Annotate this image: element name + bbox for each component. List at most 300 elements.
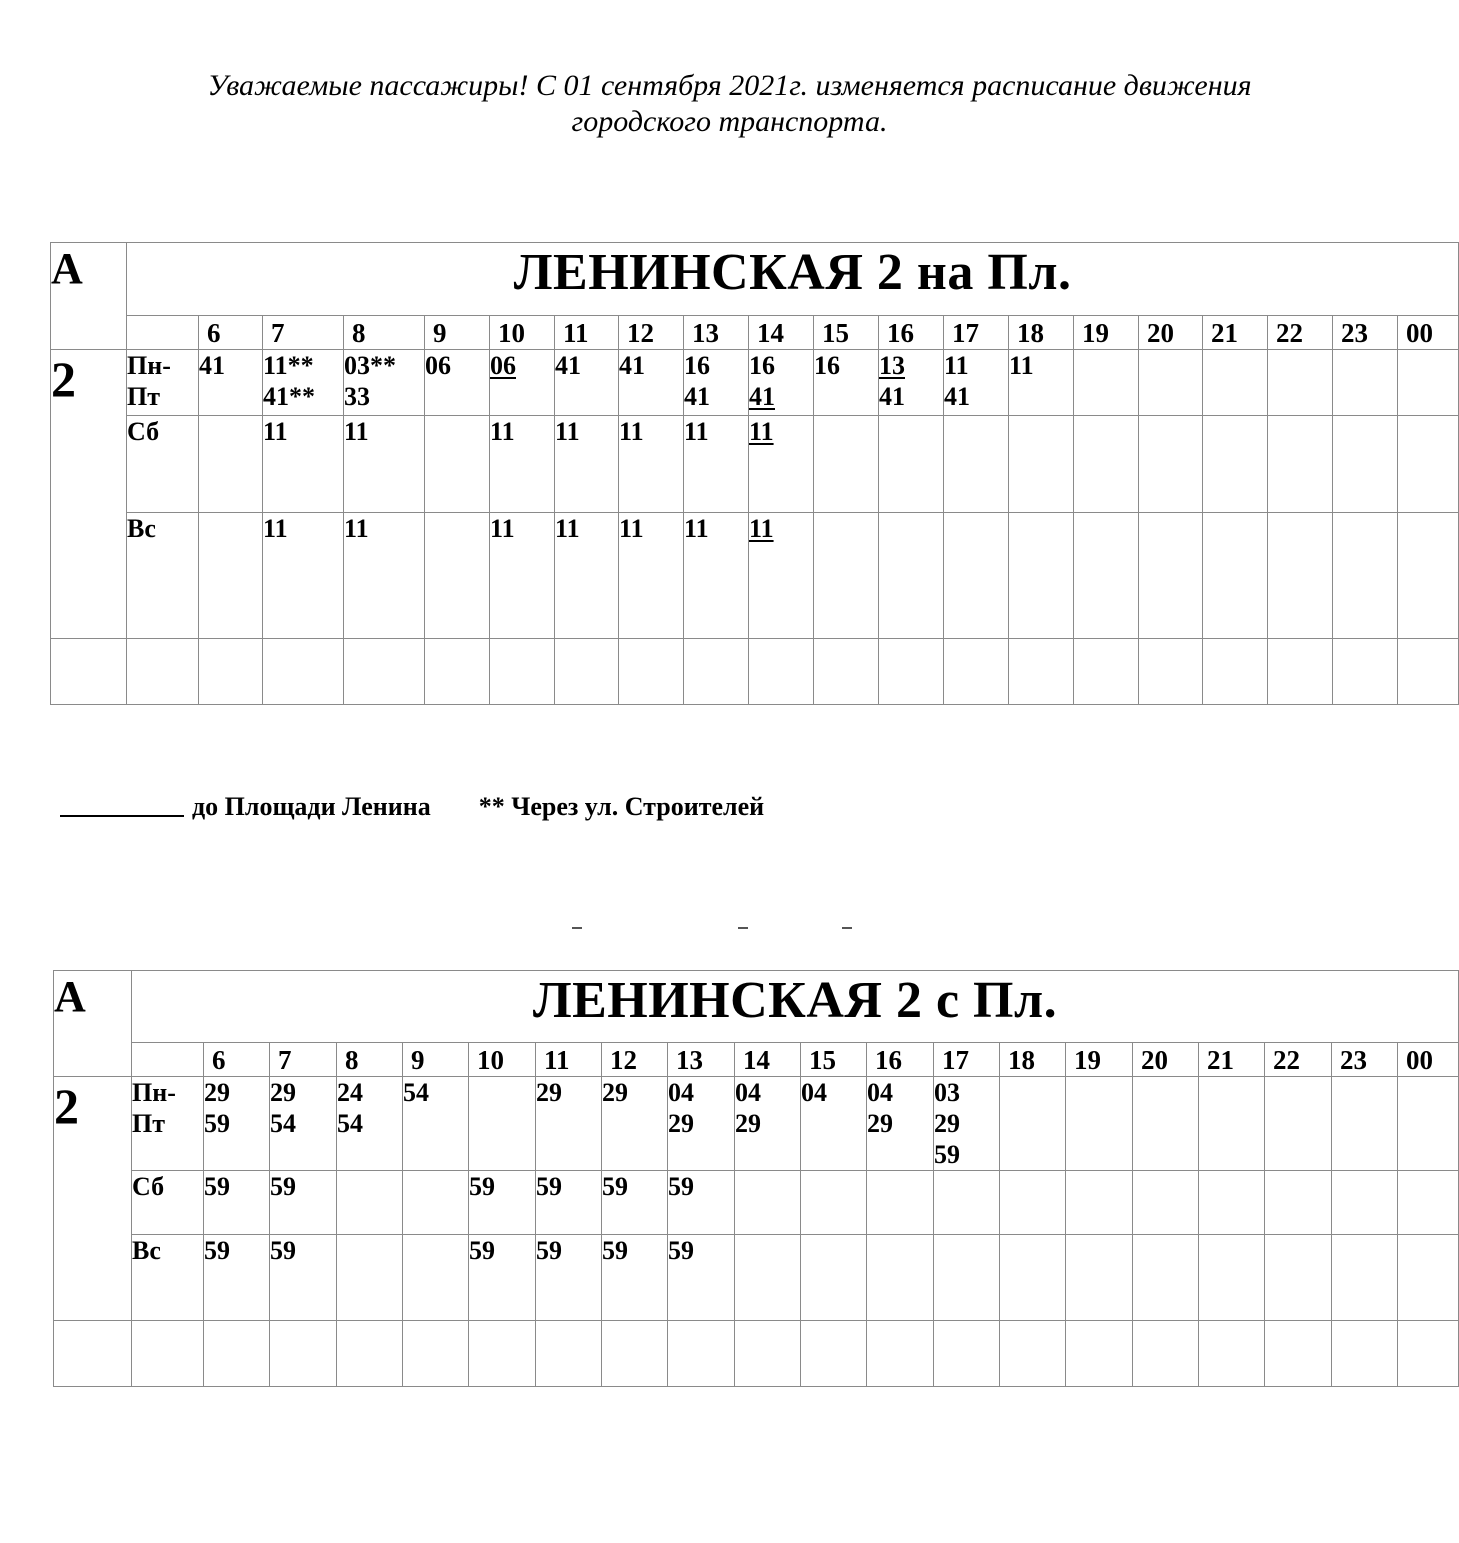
day-row xyxy=(51,350,1459,416)
scan-artifact-dash xyxy=(572,927,582,929)
empty-cell xyxy=(1139,639,1203,705)
hour-header: 21 xyxy=(1203,316,1268,350)
departure-minute: 11 xyxy=(555,417,580,446)
route-number: 2 xyxy=(54,1077,132,1321)
departure-minute: 11 xyxy=(749,514,774,543)
legend xyxy=(60,792,764,822)
departure-cell xyxy=(801,1077,867,1171)
departure-cell xyxy=(469,1235,536,1321)
departure-cell xyxy=(199,350,263,416)
hour-header: 15 xyxy=(801,1043,867,1077)
departure-minute: 11 xyxy=(1009,351,1034,380)
schedule-table-to-square xyxy=(50,242,1459,705)
empty-cell xyxy=(735,1321,801,1387)
departure-minute: 41 xyxy=(879,382,905,411)
departure-cell xyxy=(1268,350,1333,416)
departure-minute: 29 xyxy=(934,1109,960,1138)
hour-header: 9 xyxy=(403,1043,469,1077)
hours-header-spacer xyxy=(132,1043,204,1077)
hour-header: 20 xyxy=(1139,316,1203,350)
empty-cell xyxy=(270,1321,337,1387)
departure-cell xyxy=(199,513,263,639)
hour-header: 17 xyxy=(934,1043,1000,1077)
departure-cell xyxy=(1398,416,1459,513)
day-label xyxy=(132,1077,204,1171)
day-label-text: Пт xyxy=(132,1109,165,1138)
empty-cell xyxy=(344,639,425,705)
departure-cell xyxy=(536,1171,602,1235)
day-row xyxy=(51,416,1459,513)
departure-cell xyxy=(1265,1077,1332,1171)
empty-cell xyxy=(1009,639,1074,705)
empty-cell xyxy=(1398,1321,1459,1387)
departure-minute: 59 xyxy=(270,1172,296,1201)
departure-minute: 59 xyxy=(270,1236,296,1265)
hour-header: 15 xyxy=(814,316,879,350)
day-label-text: Сб xyxy=(127,417,160,446)
hour-header: 19 xyxy=(1066,1043,1133,1077)
departure-minute: 54 xyxy=(270,1109,296,1138)
departure-cell xyxy=(619,350,684,416)
departure-cell xyxy=(425,513,490,639)
departure-minute: 54 xyxy=(337,1109,363,1138)
departure-cell xyxy=(602,1235,668,1321)
transport-type: А xyxy=(54,971,132,1077)
hour-header: 21 xyxy=(1199,1043,1265,1077)
departure-cell xyxy=(1199,1077,1265,1171)
departure-cell xyxy=(735,1235,801,1321)
departure-cell xyxy=(749,513,814,639)
departure-cell xyxy=(684,513,749,639)
empty-cell xyxy=(1133,1321,1199,1387)
departure-minute: 11 xyxy=(344,417,369,446)
departure-cell xyxy=(1066,1171,1133,1235)
empty-cell xyxy=(1074,639,1139,705)
empty-cell xyxy=(51,639,127,705)
day-label xyxy=(127,350,199,416)
departure-cell xyxy=(1133,1077,1199,1171)
empty-cell xyxy=(403,1321,469,1387)
empty-cell xyxy=(1268,639,1333,705)
departure-minute: 59 xyxy=(668,1172,694,1201)
departure-cell xyxy=(263,416,344,513)
departure-minute: 16 xyxy=(749,351,775,380)
hour-header: 18 xyxy=(1009,316,1074,350)
departure-cell xyxy=(602,1077,668,1171)
empty-cell xyxy=(469,1321,536,1387)
departure-minute: 59 xyxy=(469,1236,495,1265)
empty-cell xyxy=(127,639,199,705)
empty-cell xyxy=(204,1321,270,1387)
hour-header: 00 xyxy=(1398,316,1459,350)
departure-minute: 59 xyxy=(602,1236,628,1265)
departure-minute: 29 xyxy=(536,1078,562,1107)
departure-cell xyxy=(1203,416,1268,513)
empty-row xyxy=(51,639,1459,705)
departure-cell xyxy=(555,416,619,513)
departure-minute: 59 xyxy=(204,1172,230,1201)
departure-cell xyxy=(270,1171,337,1235)
departure-cell xyxy=(934,1235,1000,1321)
departure-cell xyxy=(668,1235,735,1321)
hour-header: 6 xyxy=(204,1043,270,1077)
hour-header: 22 xyxy=(1265,1043,1332,1077)
departure-cell xyxy=(403,1235,469,1321)
empty-cell xyxy=(1000,1321,1066,1387)
departure-cell xyxy=(944,513,1009,639)
departure-cell xyxy=(344,513,425,639)
hour-header: 9 xyxy=(425,316,490,350)
departure-cell xyxy=(867,1235,934,1321)
hour-header: 00 xyxy=(1398,1043,1459,1077)
departure-cell xyxy=(1265,1235,1332,1321)
departure-minute: 59 xyxy=(536,1236,562,1265)
scan-artifact-dash xyxy=(738,927,748,929)
departure-minute: 29 xyxy=(204,1078,230,1107)
departure-cell xyxy=(199,416,263,513)
departure-cell xyxy=(425,416,490,513)
departure-cell xyxy=(1268,416,1333,513)
departure-minute: 11 xyxy=(263,514,288,543)
transport-type: А xyxy=(51,243,127,350)
departure-cell xyxy=(867,1171,934,1235)
departure-cell xyxy=(1074,350,1139,416)
departure-cell xyxy=(1000,1171,1066,1235)
departure-minute: 59 xyxy=(469,1172,495,1201)
departure-cell xyxy=(263,350,344,416)
hour-header: 8 xyxy=(337,1043,403,1077)
departure-cell xyxy=(344,350,425,416)
day-row xyxy=(54,1171,1459,1235)
departure-cell xyxy=(403,1077,469,1171)
departure-cell xyxy=(668,1077,735,1171)
empty-cell xyxy=(934,1321,1000,1387)
departure-cell xyxy=(1066,1077,1133,1171)
empty-cell xyxy=(619,639,684,705)
empty-cell xyxy=(1265,1321,1332,1387)
departure-minute: 29 xyxy=(602,1078,628,1107)
departure-minute: 59 xyxy=(204,1236,230,1265)
empty-cell xyxy=(867,1321,934,1387)
hour-header: 12 xyxy=(602,1043,668,1077)
day-label-text: Вс xyxy=(132,1236,161,1265)
day-row xyxy=(51,513,1459,639)
departure-minute: 11 xyxy=(344,514,369,543)
empty-cell xyxy=(1066,1321,1133,1387)
departure-cell xyxy=(944,416,1009,513)
hour-header: 7 xyxy=(263,316,344,350)
departure-cell xyxy=(879,350,944,416)
departure-minute: 59 xyxy=(668,1236,694,1265)
departure-cell xyxy=(1333,350,1398,416)
departure-cell xyxy=(490,416,555,513)
departure-cell xyxy=(469,1171,536,1235)
empty-cell xyxy=(944,639,1009,705)
departure-cell xyxy=(1398,1235,1459,1321)
departure-cell xyxy=(1066,1235,1133,1321)
departure-cell xyxy=(1398,350,1459,416)
departure-cell xyxy=(204,1077,270,1171)
departure-minute: 29 xyxy=(668,1109,694,1138)
departure-minute: 33 xyxy=(344,382,370,411)
departure-minute: 06 xyxy=(490,351,516,380)
schedule-table-from-square xyxy=(53,970,1459,1387)
departure-cell xyxy=(1009,513,1074,639)
day-label-text: Сб xyxy=(132,1172,165,1201)
empty-row xyxy=(54,1321,1459,1387)
departure-cell xyxy=(204,1171,270,1235)
departure-cell xyxy=(270,1235,337,1321)
departure-cell xyxy=(1265,1171,1332,1235)
departure-minute: 24 xyxy=(337,1078,363,1107)
departure-minute: 06 xyxy=(425,351,451,380)
hour-header: 18 xyxy=(1000,1043,1066,1077)
day-label-text: Пт xyxy=(127,382,160,411)
hour-header: 11 xyxy=(555,316,619,350)
departure-minute: 29 xyxy=(735,1109,761,1138)
departure-cell xyxy=(867,1077,934,1171)
empty-cell xyxy=(1398,639,1459,705)
departure-minute: 11 xyxy=(944,351,969,380)
departure-minute: 59 xyxy=(204,1109,230,1138)
departure-cell xyxy=(1332,1077,1398,1171)
departure-cell xyxy=(270,1077,337,1171)
hours-header-row xyxy=(51,316,1459,350)
departure-cell xyxy=(944,350,1009,416)
hour-header: 12 xyxy=(619,316,684,350)
departure-cell xyxy=(668,1171,735,1235)
notice-line-1: Уважаемые пассажиры! С 01 сентября 2021г. изменяется расписание движения xyxy=(207,69,1252,102)
empty-cell xyxy=(749,639,814,705)
empty-cell xyxy=(801,1321,867,1387)
departure-cell xyxy=(1000,1235,1066,1321)
departure-cell xyxy=(602,1171,668,1235)
empty-cell xyxy=(1203,639,1268,705)
empty-cell xyxy=(263,639,344,705)
departure-cell xyxy=(684,416,749,513)
departure-minute: 11 xyxy=(263,417,288,446)
route-number: 2 xyxy=(51,350,127,639)
departure-cell xyxy=(1333,416,1398,513)
departure-cell xyxy=(934,1077,1000,1171)
departure-cell xyxy=(684,350,749,416)
empty-cell xyxy=(490,639,555,705)
departure-cell xyxy=(403,1171,469,1235)
departure-minute: 11** xyxy=(263,351,314,380)
empty-cell xyxy=(337,1321,403,1387)
empty-cell xyxy=(555,639,619,705)
empty-cell xyxy=(425,639,490,705)
departure-minute: 41 xyxy=(555,351,581,380)
departure-cell xyxy=(536,1235,602,1321)
day-label xyxy=(127,416,199,513)
hour-header: 13 xyxy=(668,1043,735,1077)
day-row xyxy=(54,1077,1459,1171)
departure-cell xyxy=(1398,1077,1459,1171)
departure-cell xyxy=(1139,416,1203,513)
departure-cell xyxy=(1133,1171,1199,1235)
day-row xyxy=(54,1235,1459,1321)
scan-artifact-dash xyxy=(842,927,852,929)
departure-minute: 03** xyxy=(344,351,396,380)
underline-legend-text: до Площади Ленина xyxy=(192,792,431,821)
notice-text xyxy=(0,68,1459,140)
departure-cell xyxy=(801,1171,867,1235)
departure-cell xyxy=(814,513,879,639)
departure-minute: 59 xyxy=(934,1140,960,1169)
departure-minute: 11 xyxy=(684,417,709,446)
empty-cell xyxy=(814,639,879,705)
hour-header: 23 xyxy=(1333,316,1398,350)
departure-minute: 41 xyxy=(619,351,645,380)
departure-minute: 11 xyxy=(619,514,644,543)
schedule-title: ЛЕНИНСКАЯ 2 на Пл. xyxy=(127,243,1459,316)
hour-header: 11 xyxy=(536,1043,602,1077)
departure-cell xyxy=(1199,1171,1265,1235)
departure-minute: 54 xyxy=(403,1078,429,1107)
hour-header: 13 xyxy=(684,316,749,350)
departure-cell xyxy=(1139,350,1203,416)
hour-header: 19 xyxy=(1074,316,1139,350)
day-label-text: Пн- xyxy=(127,351,171,380)
departure-cell xyxy=(469,1077,536,1171)
departure-cell xyxy=(934,1171,1000,1235)
departure-minute: 41 xyxy=(684,382,710,411)
departure-minute: 11 xyxy=(749,417,774,446)
departure-minute: 11 xyxy=(684,514,709,543)
departure-cell xyxy=(1074,513,1139,639)
departure-cell xyxy=(425,350,490,416)
hour-header: 17 xyxy=(944,316,1009,350)
empty-cell xyxy=(602,1321,668,1387)
departure-minute: 03 xyxy=(934,1078,960,1107)
day-label xyxy=(132,1171,204,1235)
departure-cell xyxy=(337,1235,403,1321)
departure-cell xyxy=(619,416,684,513)
hour-header: 8 xyxy=(344,316,425,350)
underline-legend-mark xyxy=(60,815,184,817)
hours-header-row xyxy=(54,1043,1459,1077)
departure-cell xyxy=(1009,416,1074,513)
departure-minute: 11 xyxy=(619,417,644,446)
departure-minute: 11 xyxy=(490,417,515,446)
departure-cell xyxy=(814,416,879,513)
departure-cell xyxy=(879,513,944,639)
hour-header: 20 xyxy=(1133,1043,1199,1077)
hour-header: 16 xyxy=(867,1043,934,1077)
departure-minute: 11 xyxy=(555,514,580,543)
hour-header: 22 xyxy=(1268,316,1333,350)
departure-cell xyxy=(555,513,619,639)
departure-minute: 41 xyxy=(944,382,970,411)
departure-cell xyxy=(1074,416,1139,513)
departure-minute: 04 xyxy=(668,1078,694,1107)
hour-header: 6 xyxy=(199,316,263,350)
departure-cell xyxy=(619,513,684,639)
day-label-text: Пн- xyxy=(132,1078,176,1107)
empty-cell xyxy=(879,639,944,705)
departure-minute: 41 xyxy=(749,382,775,411)
departure-minute: 16 xyxy=(814,351,840,380)
empty-cell xyxy=(1199,1321,1265,1387)
departure-cell xyxy=(1398,513,1459,639)
departure-cell xyxy=(735,1171,801,1235)
departure-cell xyxy=(1133,1235,1199,1321)
departure-minute: 04 xyxy=(735,1078,761,1107)
hour-header: 10 xyxy=(469,1043,536,1077)
empty-cell xyxy=(132,1321,204,1387)
departure-cell xyxy=(344,416,425,513)
hours-header-spacer xyxy=(127,316,199,350)
departure-minute: 04 xyxy=(867,1078,893,1107)
departure-cell xyxy=(490,350,555,416)
departure-minute: 11 xyxy=(490,514,515,543)
departure-cell xyxy=(204,1235,270,1321)
empty-cell xyxy=(536,1321,602,1387)
departure-cell xyxy=(735,1077,801,1171)
departure-cell xyxy=(1199,1235,1265,1321)
departure-cell xyxy=(1398,1171,1459,1235)
double-star-legend-text: ** Через ул. Строителей xyxy=(478,792,765,821)
departure-minute: 29 xyxy=(270,1078,296,1107)
departure-cell xyxy=(337,1077,403,1171)
departure-cell xyxy=(1203,513,1268,639)
hour-header: 23 xyxy=(1332,1043,1398,1077)
departure-cell xyxy=(1333,513,1398,639)
schedule-title: ЛЕНИНСКАЯ 2 с Пл. xyxy=(132,971,1459,1043)
departure-cell xyxy=(1009,350,1074,416)
departure-minute: 29 xyxy=(867,1109,893,1138)
departure-minute: 59 xyxy=(602,1172,628,1201)
departure-cell xyxy=(749,416,814,513)
departure-cell xyxy=(814,350,879,416)
notice-line-2: городского транспорта. xyxy=(571,105,888,138)
empty-cell xyxy=(684,639,749,705)
hour-header: 14 xyxy=(749,316,814,350)
departure-minute: 04 xyxy=(801,1078,827,1107)
empty-cell xyxy=(199,639,263,705)
departure-cell xyxy=(337,1171,403,1235)
departure-cell xyxy=(555,350,619,416)
empty-cell xyxy=(1332,1321,1398,1387)
hour-header: 10 xyxy=(490,316,555,350)
day-label xyxy=(132,1235,204,1321)
departure-cell xyxy=(263,513,344,639)
departure-cell xyxy=(1332,1171,1398,1235)
departure-cell xyxy=(1139,513,1203,639)
departure-cell xyxy=(1203,350,1268,416)
departure-minute: 41** xyxy=(263,382,315,411)
departure-cell xyxy=(1332,1235,1398,1321)
hour-header: 7 xyxy=(270,1043,337,1077)
hour-header: 14 xyxy=(735,1043,801,1077)
departure-minute: 13 xyxy=(879,351,905,380)
empty-cell xyxy=(668,1321,735,1387)
departure-cell xyxy=(749,350,814,416)
departure-cell xyxy=(1268,513,1333,639)
departure-cell xyxy=(801,1235,867,1321)
empty-cell xyxy=(54,1321,132,1387)
departure-cell xyxy=(1000,1077,1066,1171)
departure-minute: 59 xyxy=(536,1172,562,1201)
day-label xyxy=(127,513,199,639)
empty-cell xyxy=(1333,639,1398,705)
day-label-text: Вс xyxy=(127,514,156,543)
hour-header: 16 xyxy=(879,316,944,350)
departure-minute: 41 xyxy=(199,351,225,380)
departure-cell xyxy=(536,1077,602,1171)
departure-cell xyxy=(879,416,944,513)
